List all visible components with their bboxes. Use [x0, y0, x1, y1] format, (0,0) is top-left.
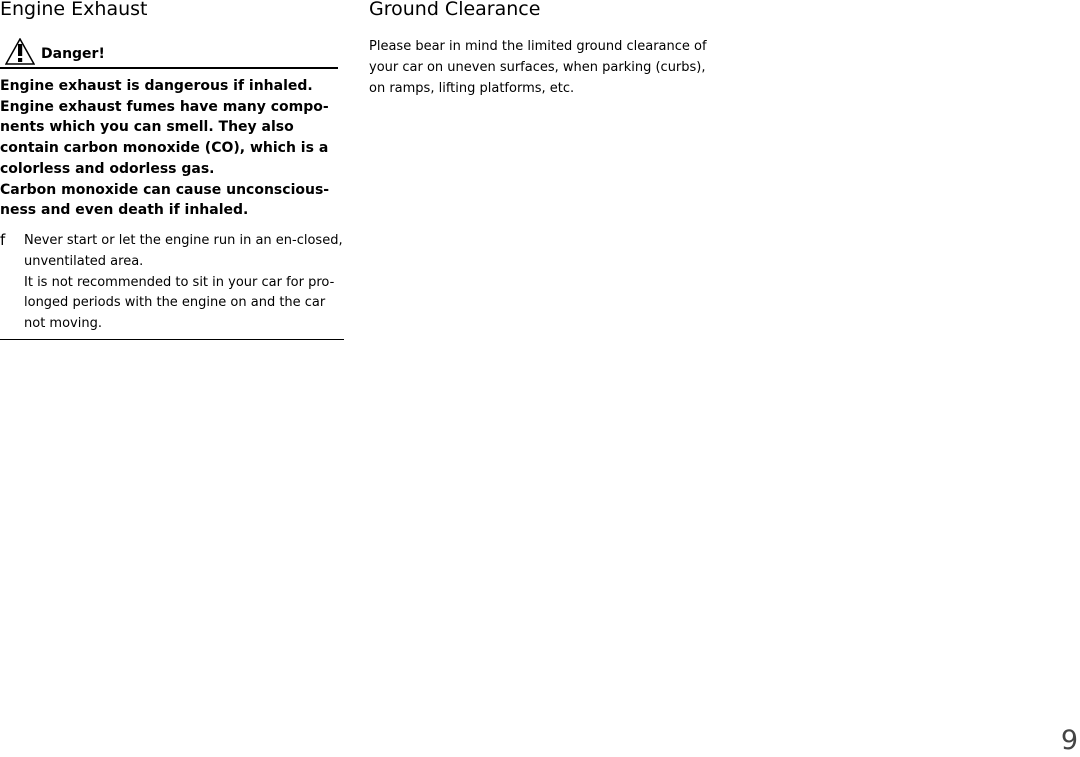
- safety-instructions: [24, 231, 349, 335]
- danger-warning-text: [0, 76, 346, 221]
- danger-paragraph: Carbon monoxide can cause unconscious-ness and even death if inhaled.: [0, 181, 330, 219]
- page-number: 9: [1060, 725, 1078, 756]
- bullet-symbol: f: [0, 231, 6, 249]
- danger-label: Danger!: [41, 46, 105, 62]
- engine-exhaust-heading: Engine Exhaust: [0, 0, 148, 20]
- danger-header: [0, 35, 338, 69]
- ground-clearance-heading: Ground Clearance: [369, 0, 541, 20]
- instruction-item: It is not recommended to sit in your car for pro-longed periods with the engine on and the car not moving.: [24, 274, 335, 332]
- ground-clearance-text: Please bear in mind the limited ground clearance of your car on uneven surfaces, when parking (curbs), on ramps, lifting platforms, etc.: [369, 39, 707, 96]
- section-divider: [0, 339, 344, 340]
- warning-triangle-icon: [5, 38, 35, 65]
- instruction-item: Never start or let the engine run in an en-closed, unventilated area.: [24, 233, 343, 269]
- danger-paragraph: Engine exhaust is dangerous if inhaled. Engine exhaust fumes have many compo-nents which you can smell. They also contain carbon monoxide (CO), which is a colorless and odorless gas.: [0, 78, 329, 177]
